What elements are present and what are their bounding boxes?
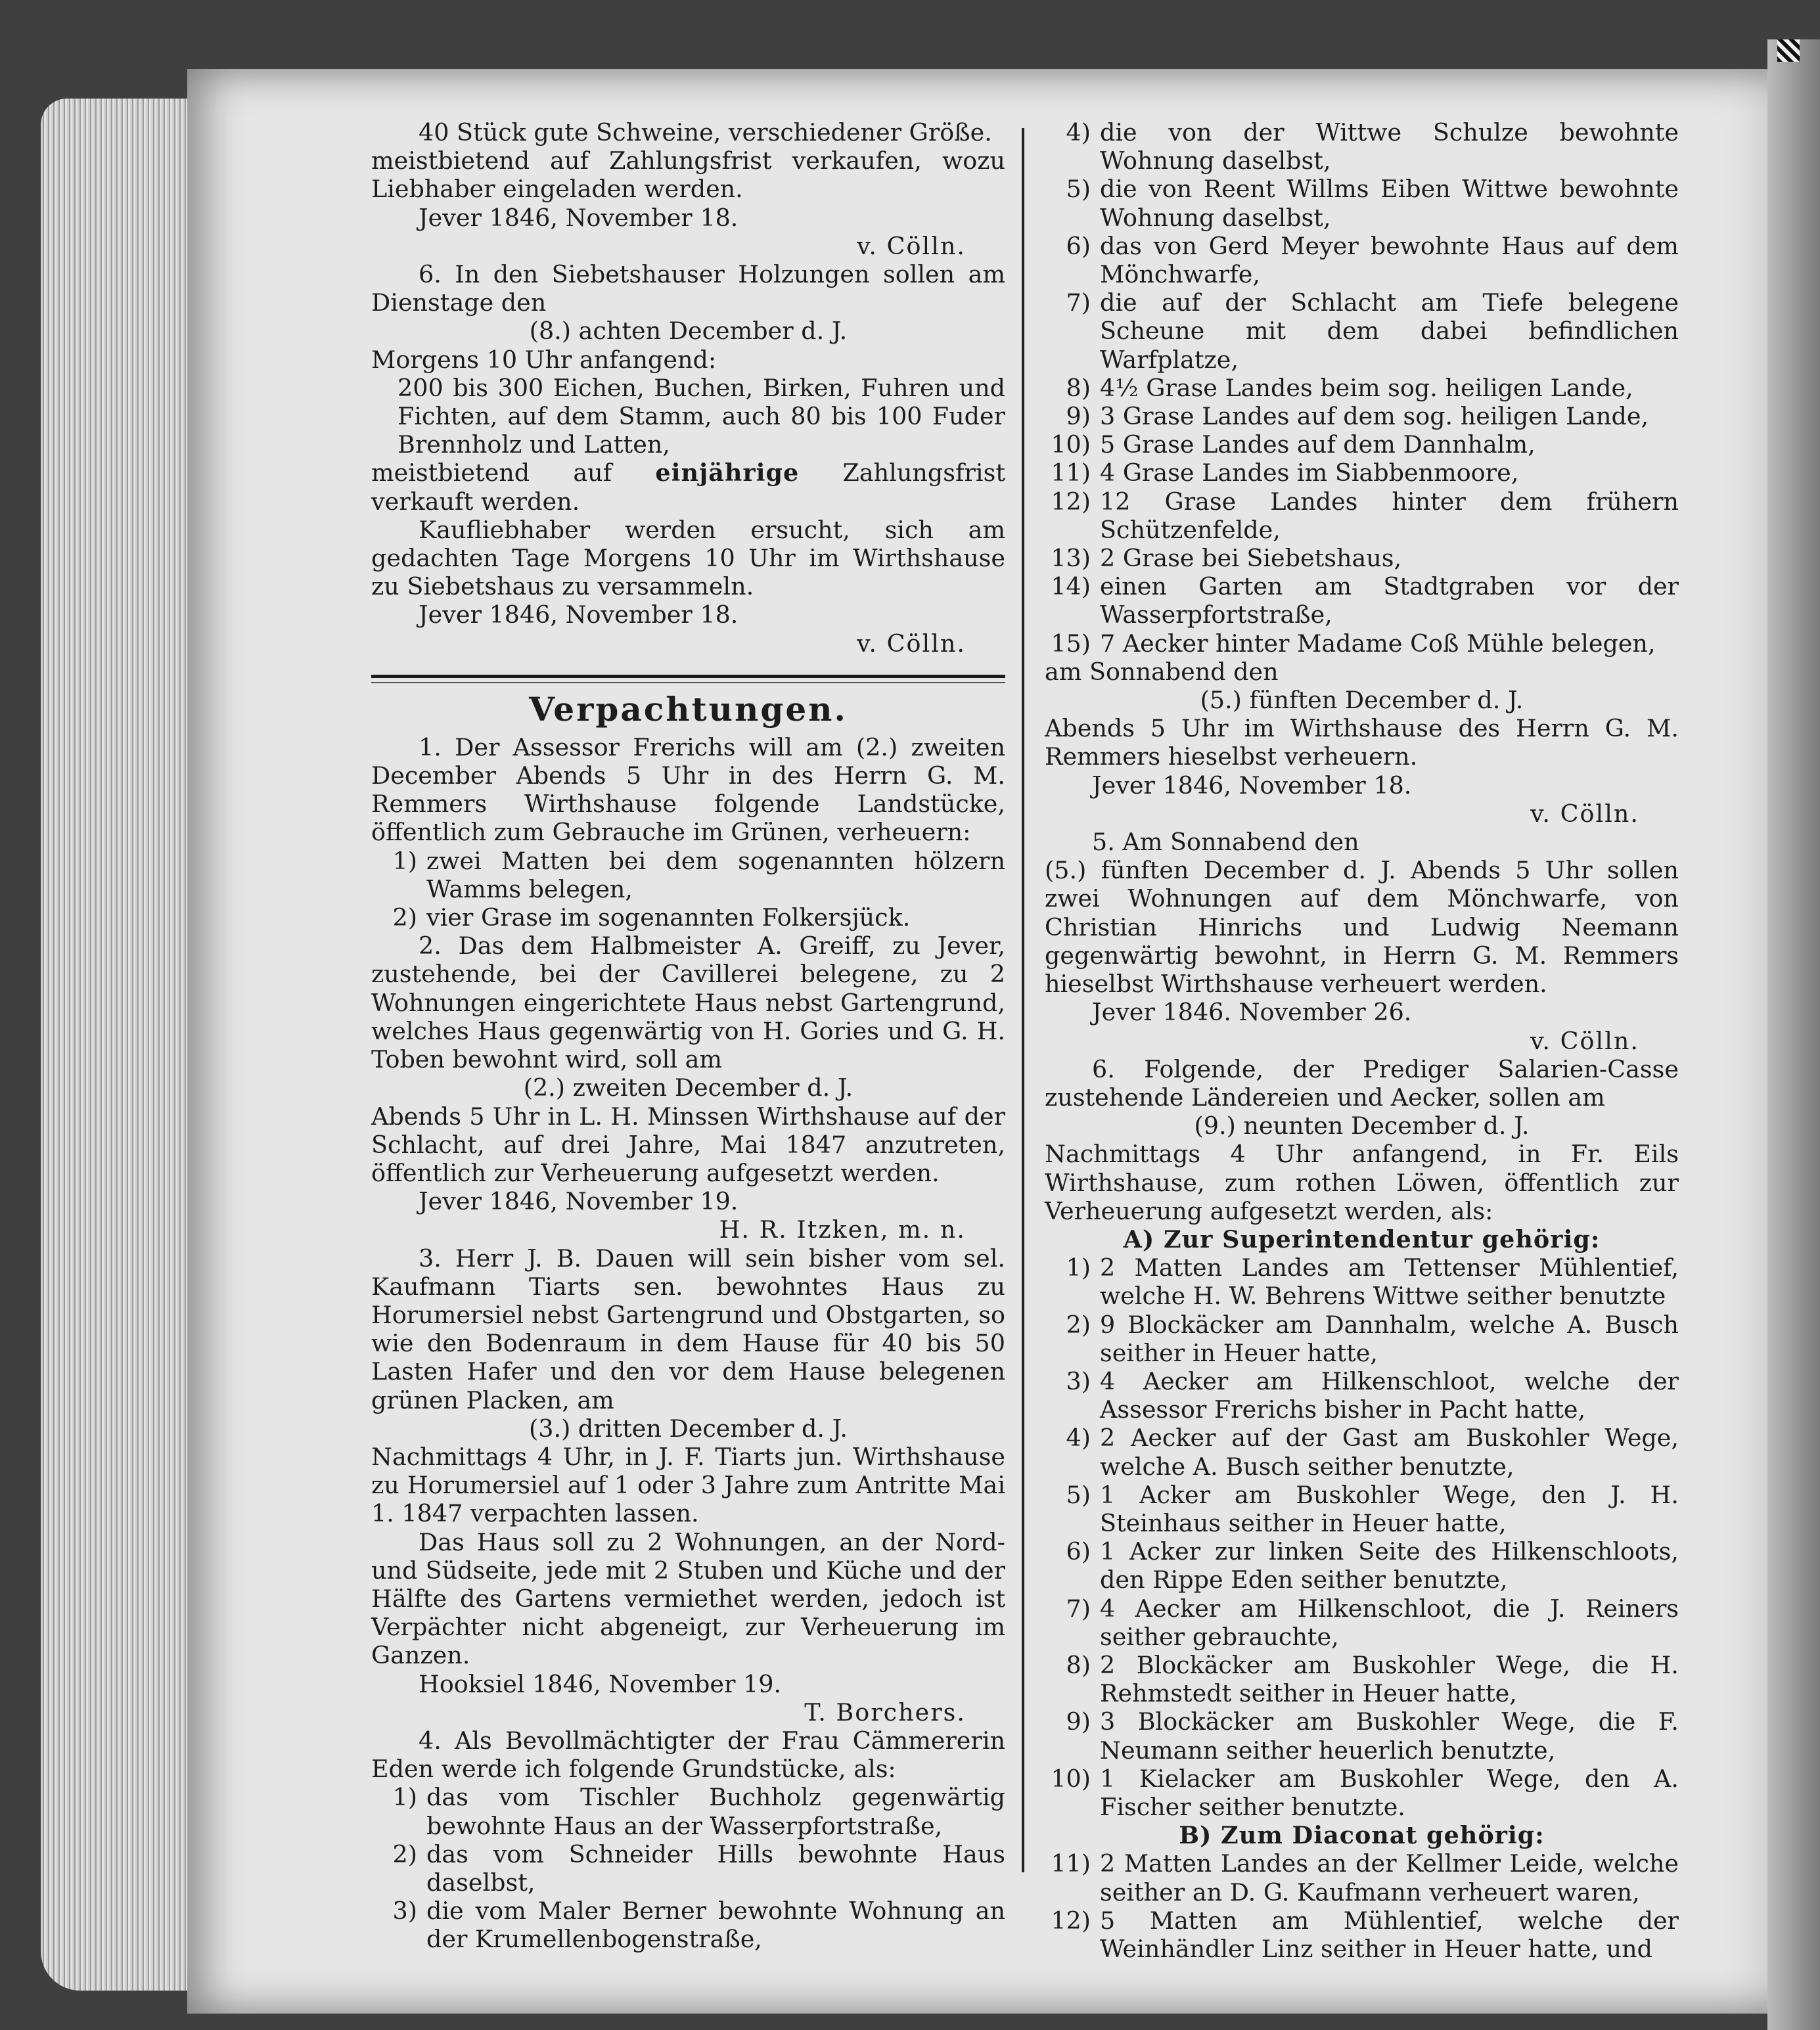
list-item-text: 2 Matten Landes an der Kellmer Leide, welche seither an D. G. Kaufmann verheuert waren,	[1100, 1849, 1679, 1906]
notice-6-terms-b: Zahlungsfrist verkauft werden.	[371, 459, 1005, 516]
list-item-text: 4 Aecker am Hilkenschloot, welche der Assessor Frerichs bisher in Pacht hatte,	[1100, 1366, 1679, 1424]
list-item	[1045, 544, 1679, 572]
list-item	[1045, 572, 1679, 629]
list-item-number: 11)	[1051, 1849, 1091, 1878]
list-item	[371, 1897, 1005, 1953]
signature: v. Cölln.	[857, 629, 966, 658]
list-item	[1045, 118, 1679, 175]
list-item-text: 1 Kielacker am Buskohler Wege, den A. Fischer seither benutzte.	[1100, 1764, 1679, 1821]
list-item	[1045, 1367, 1679, 1424]
list-item	[1045, 1537, 1679, 1594]
right-column	[1045, 118, 1679, 1963]
list-item	[1045, 374, 1679, 402]
list-item	[371, 1783, 1005, 1839]
section-rule-thin	[371, 682, 1005, 683]
list-item-number: 12)	[1051, 1906, 1091, 1935]
lease-3-house: Das Haus soll zu 2 Wohnungen, an der Nord- und Südseite, jede mit 2 Stuben und Küche und der Hälfte des Gartens vermiethet werden, jedoch ist Verpächter nicht abgeneigt, zur Verheuerung im Ganzen.	[371, 1527, 1005, 1670]
list-item-number: 8)	[1066, 1650, 1091, 1679]
list-item-text: vier Grase im sogenannten Folkersjück.	[426, 903, 911, 932]
list-item-number: 13)	[1051, 544, 1091, 573]
list-item-text: 4½ Grase Landes beim sog. heiligen Lande,	[1100, 373, 1633, 402]
dateline: Jever 1846, November 18.	[1092, 771, 1412, 800]
list-item-text: 4 Aecker am Hilkenschloot, die J. Reiners seither gebrauchte,	[1100, 1594, 1679, 1651]
list-item-text: 5 Grase Landes auf dem Dannhalm,	[1100, 430, 1536, 459]
list-item	[371, 1840, 1005, 1897]
list-item-number: 2)	[392, 1839, 417, 1868]
list-item	[1045, 1311, 1679, 1367]
lease-6-heading-a: A) Zur Superintendentur gehörig:	[1123, 1225, 1601, 1253]
list-item-text: die vom Maler Berner bewohnte Wohnung an der Krumellenbogenstraße,	[426, 1897, 1005, 1954]
signature: T. Borchers.	[804, 1698, 966, 1726]
list-item-text: 2 Matten Landes am Tettenser Mühlentief, welche H. W. Behrens Wittwe seither benutzte	[1100, 1253, 1679, 1311]
notice-6-terms-bold: einjährige	[655, 459, 800, 487]
lease-2-intro: 2. Das dem Halbmeister A. Greiff, zu Jever, zustehende, bei der Cavillerei belegene, zu 2 Wohnungen eingerichtete Haus nebst Gartengrund, welches Haus gegenwärtig von H. Gories und G. H. Toben bewohnt wird, soll am	[371, 932, 1005, 1074]
list-item-text: 1 Acker zur linken Seite des Hilkenschloots, den Rippe Eden seither benutzte,	[1100, 1537, 1679, 1594]
lease-6-heading-b: B) Zum Diaconat gehörig:	[1179, 1821, 1545, 1850]
list-item-number: 1)	[392, 846, 417, 875]
list-item-number: 14)	[1051, 572, 1091, 601]
list-item-text: einen Garten am Stadtgraben vor der Wasserpfortstraße,	[1100, 572, 1679, 629]
lease-4-date: (5.) fünften December d. J.	[1200, 686, 1524, 715]
list-item-text: 3 Grase Landes auf dem sog. heiligen Lande,	[1100, 402, 1649, 431]
list-item	[371, 847, 1005, 903]
lease-4-intro: 4. Als Bevollmächtigter der Frau Cämmererin Eden werde ich folgende Grundstücke, als:	[371, 1726, 1005, 1784]
list-item-number: 12)	[1051, 487, 1091, 516]
dateline: Hooksiel 1846, November 19.	[419, 1669, 782, 1698]
list-item-number: 9)	[1066, 402, 1091, 431]
list-item-text: die von Reent Willms Eiben Wittwe bewohnte Wohnung daselbst,	[1100, 175, 1679, 232]
list-item-text: 2 Grase bei Siebetshaus,	[1100, 544, 1402, 573]
list-item-number: 6)	[1066, 1537, 1091, 1566]
list-item-number: 1)	[1066, 1253, 1091, 1282]
signature: v. Cölln.	[1530, 799, 1639, 828]
list-item	[1045, 1424, 1679, 1480]
list-item-text: 3 Blockäcker am Buskohler Wege, die F. Neumann seither heuerlich benutzte,	[1100, 1707, 1679, 1765]
list-item-number: 7)	[1066, 1594, 1091, 1623]
list-item-number: 9)	[1066, 1707, 1091, 1736]
lease-4-am: am Sonnabend den	[1045, 657, 1279, 686]
section-rule	[371, 675, 1005, 678]
list-item	[1045, 1707, 1679, 1764]
list-item	[1045, 1906, 1679, 1963]
lease-5-intro: 5. Am Sonnabend den	[1092, 828, 1359, 857]
signature: v. Cölln.	[1530, 1026, 1639, 1055]
list-item-text: zwei Matten bei dem sogenannten hölzern Wamms belegen,	[426, 846, 1005, 903]
list-item	[1045, 1849, 1679, 1906]
dateline: Jever 1846, November 18.	[419, 600, 739, 629]
list-item-text: 2 Aecker auf der Gast am Buskohler Wege, welche A. Busch seither benutzte,	[1100, 1424, 1679, 1481]
intro-line: 40 Stück gute Schweine, verschiedener Größe.	[419, 118, 992, 147]
column-divider	[1022, 128, 1024, 1872]
section-heading: Verpachtungen.	[529, 689, 848, 729]
list-item-number: 1)	[392, 1783, 417, 1812]
signature: v. Cölln.	[857, 231, 966, 260]
list-item	[1045, 232, 1679, 288]
list-item-number: 7)	[1066, 288, 1091, 317]
list-item	[1045, 1651, 1679, 1707]
list-item	[1045, 487, 1679, 544]
lease-3-date: (3.) dritten December d. J.	[529, 1414, 848, 1443]
list-item-number: 2)	[392, 903, 417, 932]
dateline: Jever 1846, November 19.	[419, 1187, 739, 1216]
list-item	[1045, 459, 1679, 487]
left-column	[371, 118, 1005, 1954]
list-item-number: 2)	[1066, 1310, 1091, 1339]
intro-terms: meistbietend auf Zahlungsfrist verkaufen, wozu Liebhaber eingeladen werden.	[371, 147, 1005, 204]
list-item-number: 4)	[1066, 118, 1091, 147]
list-item-text: das vom Schneider Hills bewohnte Haus daselbst,	[426, 1839, 1005, 1897]
list-item	[1045, 175, 1679, 231]
dateline: Jever 1846, November 18.	[419, 203, 739, 232]
list-item-text: 4 Grase Landes im Siabbenmoore,	[1100, 459, 1519, 487]
list-item	[1045, 1765, 1679, 1821]
list-item	[1045, 402, 1679, 430]
list-item-number: 10)	[1051, 430, 1091, 459]
list-item-number: 3)	[392, 1897, 417, 1926]
book-page-edges	[41, 99, 192, 1991]
lease-3-body: Nachmittags 4 Uhr, in J. F. Tiarts jun. Wirthshause zu Horumersiel auf 1 oder 3 Jahre zum Antritte Mai 1. 1847 verpachten lassen.	[371, 1442, 1005, 1528]
list-item-number: 4)	[1066, 1424, 1091, 1453]
list-item-text: die von der Wittwe Schulze bewohnte Wohnung daselbst,	[1100, 118, 1679, 175]
notice-6-terms	[371, 459, 1005, 515]
notice-6-intro: 6. In den Siebetshauser Holzungen sollen am Dienstage den	[371, 260, 1005, 317]
list-item-text: 12 Grase Landes hinter dem frühern Schützenfelde,	[1100, 487, 1679, 544]
list-item	[1045, 1253, 1679, 1310]
signature: H. R. Itzken, m. n.	[719, 1215, 966, 1244]
list-item-number: 5)	[1066, 1480, 1091, 1509]
list-item-number: 15)	[1051, 629, 1091, 658]
list-item-text: das vom Tischler Buchholz gegenwärtig bewohnte Haus an der Wasserpfortstraße,	[426, 1783, 1005, 1840]
list-item-text: 7 Aecker hinter Madame Coß Mühle belegen,	[1100, 629, 1656, 658]
list-item-text: 5 Matten am Mühlentief, welche der Weinhändler Linz seither in Heuer hatte, und	[1100, 1906, 1679, 1963]
list-item	[1045, 1594, 1679, 1651]
notice-6-buyers: Kaufliebhaber werden ersucht, sich am gedachten Tage Morgens 10 Uhr im Wirthshause zu Siebetshaus zu versammeln.	[371, 515, 1005, 601]
notice-6-time: Morgens 10 Uhr anfangend:	[371, 345, 717, 374]
lease-6-body: Nachmittags 4 Uhr anfangend, in Fr. Eils Wirthshause, zum rothen Löwen, öffentlich zur Verheuerung aufgesetzt werden, als:	[1045, 1140, 1679, 1225]
list-item-text: 9 Blockäcker am Dannhalm, welche A. Busch seither in Heuer hatte,	[1100, 1310, 1679, 1367]
notice-6-terms-a: meistbietend auf	[371, 459, 612, 487]
notice-6-goods: 200 bis 300 Eichen, Buchen, Birken, Fuhren und Fichten, auf dem Stamm, auch 80 bis 100 Fuder Brennholz und Latten,	[398, 373, 1005, 459]
lease-2-date: (2.) zweiten December d. J.	[523, 1073, 853, 1102]
list-item-text: die auf der Schlacht am Tiefe belegene Scheune mit dem dabei befindlichen Warfplatze,	[1100, 288, 1679, 374]
next-page-edge	[1767, 39, 1820, 2030]
list-item	[371, 903, 1005, 932]
notice-6-date: (8.) achten December d. J.	[529, 317, 848, 346]
list-item	[1045, 1481, 1679, 1537]
list-item-number: 10)	[1051, 1764, 1091, 1793]
list-item-number: 8)	[1066, 373, 1091, 402]
list-item	[1045, 629, 1679, 658]
lease-5-body: (5.) fünften December d. J. Abends 5 Uhr sollen zwei Wohnungen auf dem Mönchwarfe, von Christian Hinrichs und Ludwig Neemann gegenwärtig bewohnt, in Herrn G. M. Remmers hieselbst Wirthshause verheuert werden.	[1045, 856, 1679, 999]
lease-3-intro: 3. Herr J. B. Dauen will sein bisher vom sel. Kaufmann Tiarts sen. bewohntes Haus zu Horumersiel nebst Gartengrund und Obstgarten, so wie den Bodenraum in dem Hause für 40 bis 50 Lasten Hafer und den vor dem Hause belegenen grünen Placken, am	[371, 1244, 1005, 1414]
list-item-text: das von Gerd Meyer bewohnte Haus auf dem Mönchwarfe,	[1100, 231, 1679, 289]
scan-target-marker	[1777, 39, 1800, 62]
lease-4-body: Abends 5 Uhr im Wirthshause des Herrn G. M. Remmers hieselbst verheuern.	[1045, 714, 1679, 771]
dateline: Jever 1846. November 26.	[1092, 998, 1412, 1027]
list-item-text: 1 Acker am Buskohler Wege, den J. H. Steinhaus seither in Heuer hatte,	[1100, 1480, 1679, 1537]
list-item-number: 3)	[1066, 1366, 1091, 1395]
lease-6-date: (9.) neunten December d. J.	[1194, 1112, 1530, 1140]
list-item	[1045, 288, 1679, 374]
list-item-number: 11)	[1051, 459, 1091, 487]
lease-6-intro: 6. Folgende, der Prediger Salarien-Casse zustehende Ländereien und Aecker, sollen am	[1045, 1054, 1679, 1112]
lease-1-intro: 1. Der Assessor Frerichs will am (2.) zweiten December Abends 5 Uhr in des Herrn G. M. Remmers Wirthshause folgende Landstücke, öffentlich zum Gebrauche im Grünen, verheuern:	[371, 733, 1005, 847]
list-item-number: 5)	[1066, 175, 1091, 204]
list-item-number: 6)	[1066, 231, 1091, 260]
lease-2-body: Abends 5 Uhr in L. H. Minssen Wirthshause auf der Schlacht, auf drei Jahre, Mai 1847 anzutreten, öffentlich zur Verheuerung aufgesetzt werden.	[371, 1102, 1005, 1187]
list-item-text: 2 Blockäcker am Buskohler Wege, die H. Rehmstedt seither in Heuer hatte,	[1100, 1650, 1679, 1708]
list-item	[1045, 430, 1679, 459]
